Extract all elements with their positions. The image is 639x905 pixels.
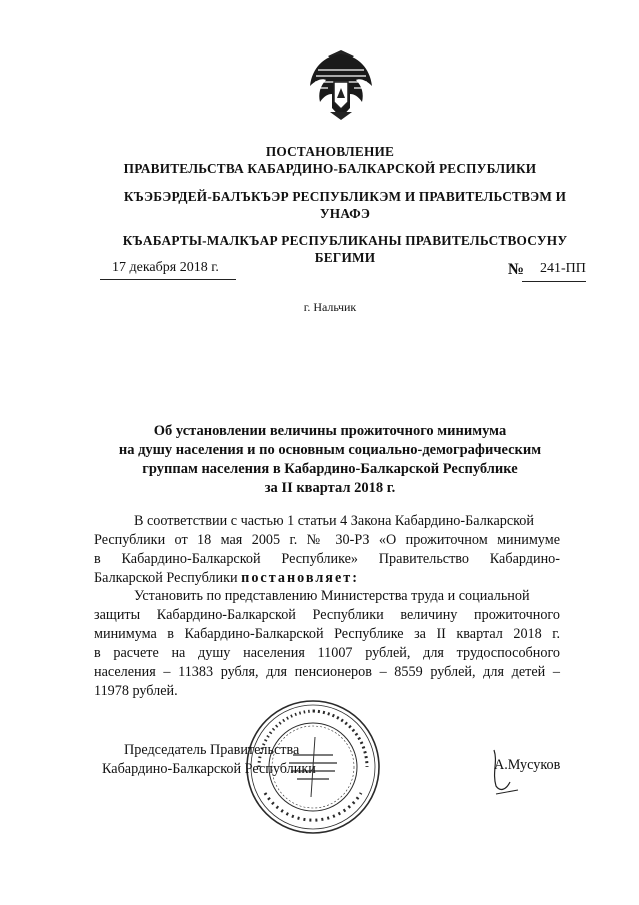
signatory-title-line1: Председатель Правительства: [124, 742, 300, 758]
title-line: за II квартал 2018 г.: [264, 480, 396, 496]
title-line: Об установлении величины прожиточного минимума: [153, 423, 507, 439]
body-line: защиты Кабардино-Балкарской Республики величину прожиточного: [94, 607, 560, 623]
doc-type-heading: ПОСТАНОВЛЕНИЕ: [265, 144, 395, 159]
city: г. Нальчик: [303, 300, 357, 314]
number-label: №: [508, 261, 525, 278]
body-line: В соответствии с частью 1 статьи 4 Закона Кабардино-Балкарской: [134, 513, 534, 529]
coat-of-arms-emblem-icon: [306, 46, 376, 122]
body-line: 11978 рублей.: [94, 683, 178, 699]
body-line: [94, 569, 560, 588]
document-date: 17 декабря 2018 г.: [112, 260, 219, 275]
date-underline: [100, 279, 236, 280]
body-line: Республики от 18 мая 2005 г. № 30-РЗ «О прожиточном минимуме: [94, 532, 560, 548]
signatory-title-line2: Кабардино-Балкарской Республики: [102, 761, 316, 777]
handwritten-signature-icon: [486, 742, 526, 802]
government-name-balkar: КЪАБАРТЫ-МАЛКЪАР РЕСПУБЛИКАНЫ ПРАВИТЕЛЬСТВОСУНУ БЕГИМИ: [122, 233, 568, 265]
body-line: населения – 11383 рубля, для пенсионеров – 8559 рублей, для детей –: [94, 664, 560, 680]
title-line: на душу населения и по основным социально-демографическим: [118, 442, 542, 458]
body-line: Установить по представлению Министерства труда и социальной: [134, 588, 530, 604]
body-line: в Кабардино-Балкарской Республике» Правительство Кабардино-: [94, 551, 560, 567]
document-number: 241-ПП: [540, 261, 586, 276]
government-name-ru: ПРАВИТЕЛЬСТВА КАБАРДИНО-БАЛКАРСКОЙ РЕСПУБЛИКИ: [123, 161, 537, 176]
document-title: [80, 422, 580, 498]
title-line: группам населения в Кабардино-Балкарской Республике: [142, 461, 518, 477]
signatory-name: А.Мусуков: [494, 757, 561, 773]
government-name-kabardian: КЪЭБЭРДЕЙ-БАЛЪКЪЭР РЕСПУБЛИКЭМ И ПРАВИТЕЛЬСТВЭМ И УНАФЭ: [123, 189, 567, 221]
decision-keyword: постановляет:: [241, 570, 359, 586]
number-underline: [522, 281, 586, 282]
body-line: минимума в Кабардино-Балкарской Республике за II квартал 2018 г.: [94, 626, 560, 642]
body-line: в расчете на душу населения 11007 рублей, для трудоспособного: [94, 645, 560, 661]
body-text: Балкарской Республики: [94, 570, 238, 586]
